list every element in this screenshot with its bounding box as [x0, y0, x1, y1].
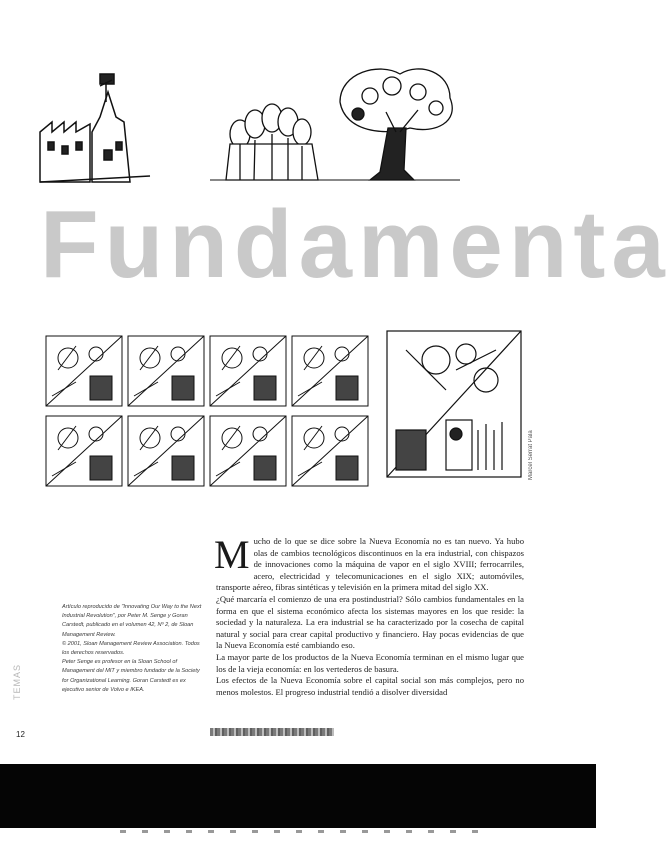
note-copyright: © 2001, Sloan Management Review Association. Todos los derechos reservados.	[62, 640, 200, 657]
tile	[46, 416, 122, 486]
tile-grid-illustration	[46, 336, 370, 488]
note-authors: Peter Senge es profesor en la Sloan School of Management del MIT y miembro fundador de la Society for Organizational Learning. Goran Carstedt es ex ejecutivo senior de Volvo e IKEA.	[62, 659, 200, 693]
tile	[46, 336, 122, 406]
top-illustrations	[40, 62, 520, 192]
section-label: TEMAS	[12, 663, 22, 700]
tile	[210, 336, 286, 406]
black-band	[0, 764, 596, 828]
paragraph-4: Los efectos de la Nueva Economía sobre el capital social son más complejos, pero no menos molestos. El progreso industrial tendió a disolver diversidad	[216, 675, 524, 697]
tile	[128, 416, 204, 486]
note-source: Artículo reproducido de "Innovating Our Way to the Next Industrial Revolution", por Peter M. Senge y Goran Carstedt, publicado en el volumen 42, Nº 2, de Sloan Management Review.	[62, 604, 202, 638]
scan-artifact	[210, 728, 334, 736]
paragraph-1: Mucho de lo que se dice sobre la Nueva Economía no es tan nuevo. Ya hubo olas de cambios tecnológicos discontinuos en la era industrial, con chispazos de innovaciones como la máquina de vapor en el siglo XVIII; ferrocarriles, acero, electricidad y telecomunicaciones en el siglo XIX; automóviles, transporte aéreo, fibras sintéticas y televisión en la primera mitad del siglo XX.	[214, 532, 524, 593]
article-body	[214, 532, 524, 698]
sidebar-notes	[62, 603, 202, 695]
paragraph-3: La mayor parte de los productos de la Nueva Economía terminan en el mismo lugar que los de la vieja economía: en los vertederos de basura.	[216, 651, 524, 674]
page-number: 12	[16, 730, 25, 739]
tile	[128, 336, 204, 406]
machine-tile-illustration	[386, 330, 522, 480]
tile	[292, 336, 368, 406]
factory-illustration	[40, 74, 150, 182]
tile	[292, 416, 368, 486]
illustration-credit: Marcel Serrat Pala	[528, 430, 534, 480]
tile	[210, 416, 286, 486]
paragraph-2: ¿Qué marcaría el comienzo de una era postindustrial? Sólo cambios fundamentales en la forma en que el sistema económico afecta los sistemas mayores en los que reside: la sociedad y la naturaleza. La era industrial se ha caracterizado por la cosecha de capital natural y social para crear capital productivo y financiero. Hay pocas evidencias de que la Nueva Economía esté cambiando eso.	[216, 593, 524, 651]
big-title: Fundamenta	[40, 191, 671, 298]
tree-illustration	[320, 69, 460, 180]
dropcap: M	[214, 532, 250, 577]
crowd-illustration	[210, 104, 330, 180]
scan-artifact	[120, 830, 480, 833]
